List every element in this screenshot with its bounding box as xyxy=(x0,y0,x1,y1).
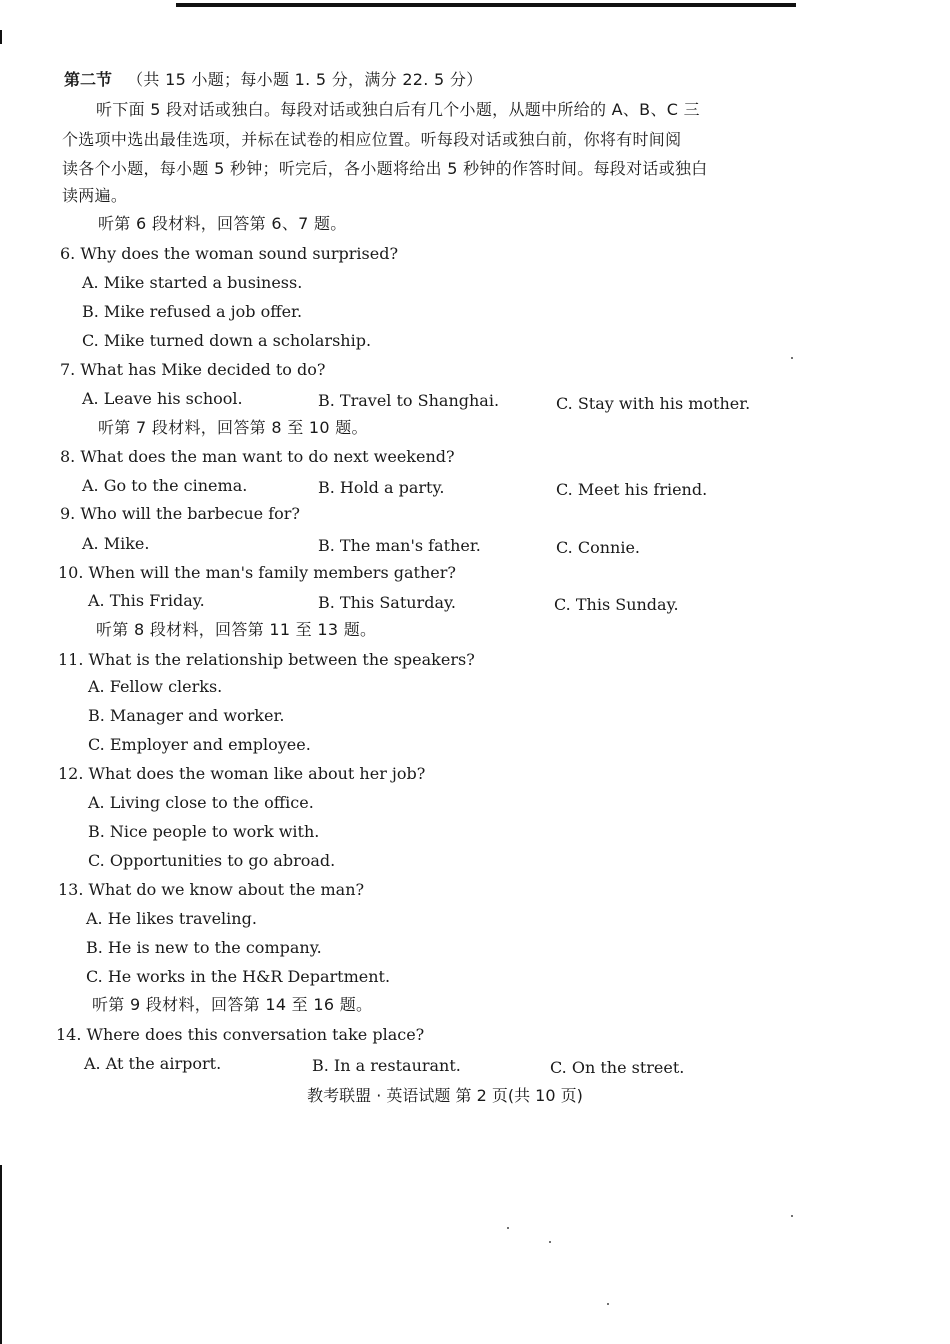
question-option: B. Travel to Shanghai. xyxy=(318,391,500,410)
question-stem: 9. Who will the barbecue for? xyxy=(60,504,300,523)
group-heading: 听第 9 段材料，回答第 14 至 16 题。 xyxy=(92,995,373,1014)
scan-speck xyxy=(791,1215,793,1217)
question-option: A. He likes traveling. xyxy=(86,909,257,928)
question-stem: 7. What has Mike decided to do? xyxy=(60,360,326,379)
section-info: （共 15 小题；每小题 1. 5 分，满分 22. 5 分） xyxy=(127,70,483,89)
question-option: A. Leave his school. xyxy=(82,389,243,408)
question-stem: 11. What is the relationship between the speakers? xyxy=(58,650,475,669)
question-option: A. This Friday. xyxy=(88,591,205,610)
question-option: C. This Sunday. xyxy=(554,595,679,614)
instruction-line: 读各个小题，每小题 5 秒钟；听完后，各小题将给出 5 秒钟的作答时间。每段对话或独白 xyxy=(62,159,708,178)
question-stem: 6. Why does the woman sound surprised? xyxy=(60,244,399,263)
group-heading: 听第 8 段材料，回答第 11 至 13 题。 xyxy=(96,620,377,639)
question-option: C. Meet his friend. xyxy=(556,480,708,499)
question-stem: 8. What does the man want to do next weekend? xyxy=(60,447,455,466)
question-option: A. Mike. xyxy=(82,534,150,553)
question-option: B. In a restaurant. xyxy=(312,1056,461,1075)
question-option: C. Stay with his mother. xyxy=(556,394,751,413)
page-footer: 教考联盟 · 英语试题 第 2 页(共 10 页) xyxy=(307,1086,583,1105)
question-stem: 12. What does the woman like about her job? xyxy=(58,764,426,783)
scan-speck xyxy=(507,1227,509,1229)
question-option: A. Go to the cinema. xyxy=(82,476,248,495)
instruction-line: 个选项中选出最佳选项，并标在试卷的相应位置。听每段对话或独白前，你将有时间阅 xyxy=(62,130,682,149)
section-header xyxy=(64,70,483,90)
question-option: B. Hold a party. xyxy=(318,478,445,497)
question-option: B. The man's father. xyxy=(318,536,481,555)
scan-speck xyxy=(549,1241,551,1243)
section-title: 第二节 xyxy=(64,70,113,89)
question-option: C. Employer and employee. xyxy=(88,735,311,754)
scan-edge-mark xyxy=(0,30,2,44)
scan-edge-mark xyxy=(0,1165,2,1344)
question-option: B. He is new to the company. xyxy=(86,938,322,957)
question-option: C. He works in the H&R Department. xyxy=(86,967,391,986)
question-option: C. Connie. xyxy=(556,538,640,557)
question-stem: 14. Where does this conversation take place? xyxy=(56,1025,425,1044)
scan-speck xyxy=(607,1303,609,1305)
group-heading: 听第 7 段材料，回答第 8 至 10 题。 xyxy=(98,418,368,437)
scan-speck xyxy=(791,357,793,359)
question-option: B. Manager and worker. xyxy=(88,706,285,725)
question-option: A. Fellow clerks. xyxy=(88,677,223,696)
question-option: A. At the airport. xyxy=(84,1054,222,1073)
question-option: C. Mike turned down a scholarship. xyxy=(82,331,372,350)
question-stem: 10. When will the man's family members gather? xyxy=(58,563,456,582)
question-option: C. On the street. xyxy=(550,1058,685,1077)
question-option: B. This Saturday. xyxy=(318,593,456,612)
question-option: A. Mike started a business. xyxy=(82,273,303,292)
group-heading: 听第 6 段材料，回答第 6、7 题。 xyxy=(98,214,347,233)
instruction-line: 听下面 5 段对话或独白。每段对话或独白后有几个小题，从题中所给的 A、B、C 三 xyxy=(96,100,700,119)
question-option: B. Mike refused a job offer. xyxy=(82,302,303,321)
question-option: A. Living close to the office. xyxy=(88,793,314,812)
question-stem: 13. What do we know about the man? xyxy=(58,880,365,899)
question-option: C. Opportunities to go abroad. xyxy=(88,851,336,870)
top-rule xyxy=(176,3,796,7)
instruction-line: 读两遍。 xyxy=(62,186,128,205)
question-option: B. Nice people to work with. xyxy=(88,822,320,841)
